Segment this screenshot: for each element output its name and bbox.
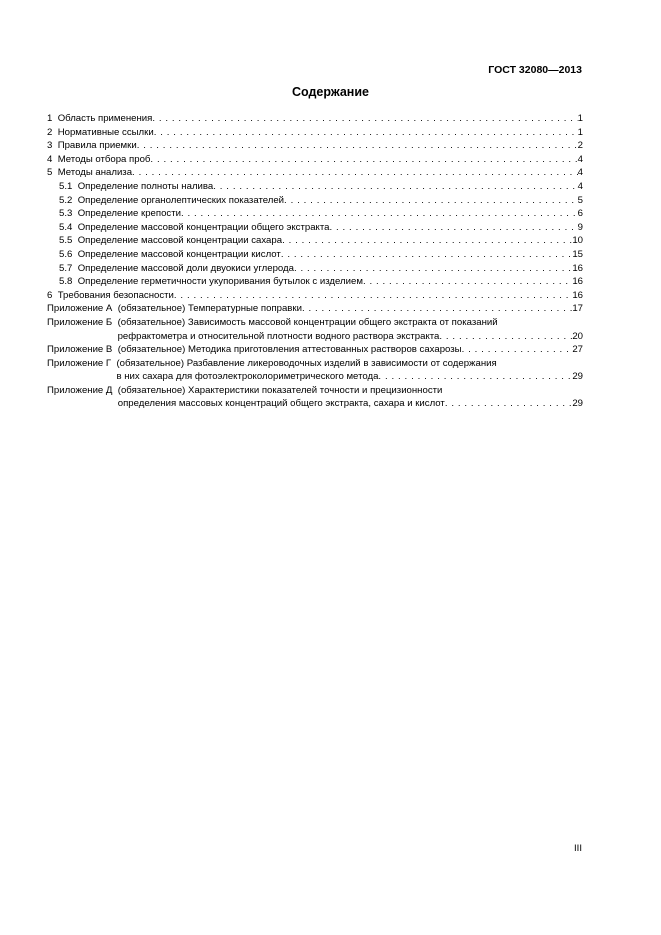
toc-entry-title: Правила приемки bbox=[57, 140, 137, 152]
toc-entry-number: 5.3 bbox=[59, 208, 73, 220]
toc-entry[interactable] bbox=[47, 194, 583, 208]
dot-leader bbox=[445, 397, 573, 411]
appendix-page: 20 bbox=[572, 330, 583, 342]
page-title: Содержание bbox=[291, 85, 369, 99]
toc-entry-number: 1 bbox=[47, 113, 53, 124]
toc-entry-title: Определение массовой концентрации общего экстракта bbox=[77, 221, 330, 233]
toc-entry[interactable] bbox=[47, 275, 583, 289]
appendix-label: Приложение А bbox=[47, 303, 113, 315]
dot-leader bbox=[378, 370, 572, 384]
toc-entry[interactable] bbox=[47, 139, 583, 153]
toc-entry-page: 6 bbox=[577, 208, 583, 220]
toc-entry-page: 16 bbox=[572, 289, 583, 301]
dot-leader bbox=[282, 234, 572, 248]
dot-leader bbox=[281, 248, 573, 262]
toc-entry-title: Определение полноты налива bbox=[77, 180, 214, 192]
toc-entry-number: 6 bbox=[47, 289, 53, 301]
dot-leader bbox=[329, 221, 577, 235]
toc-entry-number: 5.1 bbox=[59, 180, 73, 192]
toc-entry[interactable] bbox=[47, 112, 583, 126]
toc-entry-page: 5 bbox=[577, 194, 583, 206]
toc-entry-number: 5.6 bbox=[59, 248, 73, 260]
toc-entry[interactable] bbox=[47, 166, 583, 180]
toc-entry-title: Требования безопасности bbox=[57, 289, 174, 301]
appendix-title-line: (обязательное) Методика приготовления аттестованных растворов сахарозы bbox=[117, 344, 462, 356]
appendix-title-line: определения массовых концентраций общего экстракта, сахара и кислот bbox=[117, 398, 445, 410]
toc-entry-title: Определение крепости bbox=[77, 208, 181, 220]
appendix-label: Приложение В bbox=[47, 344, 113, 356]
appendix-title-line: рефрактометра и относительной плотности водного раствора экстракта bbox=[117, 330, 440, 342]
toc-entry-number: 5.5 bbox=[59, 235, 73, 247]
appendix-page: 29 bbox=[572, 398, 583, 410]
toc-entry[interactable] bbox=[47, 153, 583, 167]
toc-entry[interactable] bbox=[47, 180, 583, 194]
appendix-title-line: (обязательное) Температурные поправки bbox=[117, 303, 302, 315]
toc-entry-page: 2 bbox=[577, 140, 583, 152]
toc-entry-number: 5.4 bbox=[59, 221, 73, 233]
document-code: ГОСТ 32080—2013 bbox=[488, 64, 582, 76]
appendix-entry[interactable] bbox=[47, 357, 583, 384]
toc-entry-title: Определение массовой доли двуокиси углерода bbox=[77, 262, 294, 274]
appendix-page: 17 bbox=[572, 303, 583, 315]
toc-entry-page: 4 bbox=[577, 180, 583, 192]
toc-entry-page: 4 bbox=[577, 153, 583, 165]
dot-leader bbox=[294, 262, 572, 276]
dot-leader bbox=[462, 343, 573, 357]
dot-leader bbox=[213, 180, 577, 194]
toc-entry-title: Определение массовой концентрации кислот bbox=[77, 248, 281, 260]
toc-entry-number: 2 bbox=[47, 126, 53, 138]
dot-leader bbox=[181, 207, 578, 221]
toc-entry-number: 3 bbox=[47, 140, 53, 152]
page-number: III bbox=[574, 843, 582, 854]
dot-leader bbox=[302, 302, 572, 316]
appendix-entry[interactable] bbox=[47, 302, 583, 316]
toc-entry-number: 5.2 bbox=[59, 194, 73, 206]
dot-leader bbox=[439, 330, 572, 344]
toc-entry[interactable] bbox=[47, 248, 583, 262]
toc-entry-number: 4 bbox=[47, 153, 53, 165]
toc-entry-page: 9 bbox=[577, 221, 583, 233]
toc-entry-title: Определение органолептических показателей bbox=[77, 194, 285, 206]
appendix-entry[interactable] bbox=[47, 316, 583, 343]
toc-entry-page: 16 bbox=[572, 262, 583, 274]
appendix-title-line: в них сахара для фотоэлектроколориметрического метода bbox=[116, 371, 379, 383]
appendix-label: Приложение Б bbox=[47, 316, 113, 328]
toc-entry[interactable] bbox=[47, 262, 583, 276]
appendix-label: Приложение Г bbox=[47, 357, 112, 369]
toc-entry-page: 16 bbox=[572, 276, 583, 288]
appendix-entry[interactable] bbox=[47, 343, 583, 357]
appendix-page: 29 bbox=[572, 371, 583, 383]
toc-entry-title: Методы отбора проб bbox=[57, 153, 151, 165]
toc-entry-page: 10 bbox=[572, 235, 583, 247]
dot-leader bbox=[152, 112, 577, 126]
appendix-page: 27 bbox=[572, 344, 583, 356]
toc-entry[interactable] bbox=[47, 221, 583, 235]
toc-entry-title: Нормативные ссылки bbox=[57, 126, 154, 138]
dot-leader bbox=[137, 139, 578, 153]
toc-entry-number: 5.8 bbox=[59, 276, 73, 288]
toc-entry[interactable] bbox=[47, 289, 583, 303]
dot-leader bbox=[132, 166, 578, 180]
toc-entry-page: 1 bbox=[577, 113, 583, 124]
table-of-contents bbox=[47, 112, 583, 411]
appendix-entry[interactable] bbox=[47, 384, 583, 411]
toc-entry-title: Определение герметичности укупоривания бутылок с изделием bbox=[77, 276, 363, 288]
toc-entry-title: Определение массовой концентрации сахара bbox=[77, 235, 283, 247]
dot-leader bbox=[154, 126, 578, 140]
toc-entry-title: Методы анализа bbox=[57, 167, 133, 179]
dot-leader bbox=[174, 289, 572, 303]
appendix-label: Приложение Д bbox=[47, 384, 113, 396]
toc-entry-title: Область применения bbox=[57, 113, 153, 124]
appendix-title-line: (обязательное) Зависимость массовой концентрации общего экстракта от показаний bbox=[117, 316, 498, 328]
dot-leader bbox=[150, 153, 577, 167]
toc-entry-number: 5.7 bbox=[59, 262, 73, 274]
toc-entry[interactable] bbox=[47, 207, 583, 221]
dot-leader bbox=[284, 194, 578, 208]
toc-entry[interactable] bbox=[47, 234, 583, 248]
toc-entry-number: 5 bbox=[47, 167, 53, 179]
appendix-title-line: (обязательное) Характеристики показателей точности и прецизионности bbox=[117, 384, 443, 396]
dot-leader bbox=[363, 275, 572, 289]
toc-entry[interactable] bbox=[47, 126, 583, 140]
toc-entry-page: 4 bbox=[577, 167, 583, 179]
toc-entry-page: 1 bbox=[577, 126, 583, 138]
appendix-title-line: (обязательное) Разбавление ликероводочных изделий в зависимости от содержания bbox=[116, 357, 497, 369]
toc-entry-page: 15 bbox=[572, 248, 583, 260]
